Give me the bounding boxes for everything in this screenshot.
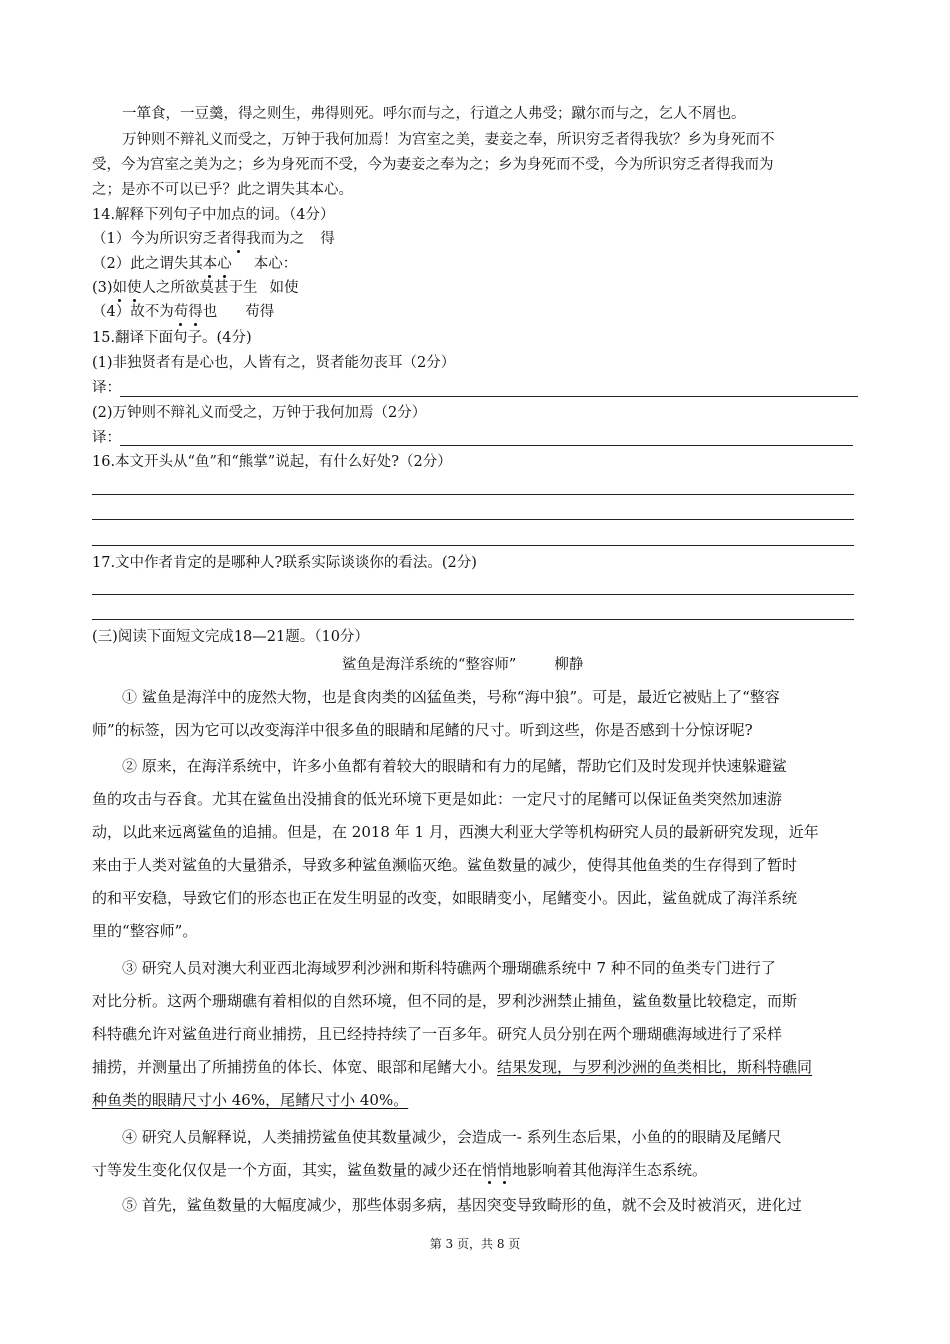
line-text: 地影响着其他海洋生态系统。 xyxy=(512,1161,708,1179)
paragraph-line: 来由于人类对鲨鱼的大量猎杀，导致多种鲨鱼濒临灭绝。鲨鱼数量的减少，使得其他鱼类的生存得到了暂时 xyxy=(92,856,798,874)
answer-line[interactable] xyxy=(92,619,854,620)
question-15-sentence-1: (1)非独贤者有是心也，人皆有之，贤者能勿丧耳（2分） xyxy=(92,355,456,371)
question-17-title: 17.文中作者肯定的是哪种人?联系实际谈谈你的看法。(2分) xyxy=(92,555,477,571)
translation-label: 译： xyxy=(92,430,121,446)
passage-line: 之；是亦不可以已乎？此之谓失其本心。 xyxy=(92,182,353,198)
answer-line[interactable] xyxy=(92,545,854,546)
dotted-char: 心 xyxy=(217,256,232,272)
paragraph-line: ⑤ 首先，鲨鱼数量的大幅度减少，那些体弱多病，基因突变导致畸形的鱼，就不会及时被消灭，进化过 xyxy=(122,1196,802,1214)
paragraph-line: ① 鲨鱼是海洋中的庞然大物，也是食肉类的凶猛鱼类，号称“海中狼”。可是，最近它被贴上了“整容 xyxy=(122,688,780,706)
question-14-item-1 xyxy=(92,229,335,249)
item-term: 本心： xyxy=(253,256,298,272)
paragraph-line xyxy=(92,1057,812,1077)
question-15-title: 15.翻译下面句子。(4分) xyxy=(92,330,252,346)
dotted-char: 如 xyxy=(112,280,128,296)
passage-line: 受，今为宫室之美为之；乡为身死而不受，今为妻妾之奉为之；乡为身死而不受，今为所识穷乏者得我而为 xyxy=(92,157,774,173)
answer-line[interactable] xyxy=(120,445,853,446)
answer-line[interactable] xyxy=(92,494,854,495)
item-term: 苟得 xyxy=(245,304,275,320)
question-14-item-4 xyxy=(92,302,274,322)
question-14-title: 14.解释下列句子中加点的词。（4分） xyxy=(92,207,335,223)
question-16-title: 16.本文开头从“鱼”和“熊掌”说起，有什么好处?（2分） xyxy=(92,454,452,470)
dotted-char: 苟 xyxy=(173,304,189,320)
item-prefix: (3) xyxy=(92,280,113,296)
section-heading: (三)阅读下面短文完成18—21题。（10分） xyxy=(92,629,369,645)
item-suffix: 我而为之 xyxy=(246,231,305,247)
question-14-item-2 xyxy=(92,254,297,274)
underlined-sentence: 种鱼类的眼睛尺寸小 46%，尾鳍尺寸小 40%。 xyxy=(92,1091,409,1109)
dotted-char: 使 xyxy=(127,280,142,296)
paragraph-line: 的和平安稳，导致它们的形态也正在发生明显的改变，如眼睛变小，尾鳍变小。因此，鲨鱼就成了海洋系统 xyxy=(92,889,798,907)
answer-line[interactable] xyxy=(92,594,854,595)
paragraph-line: 里的“整容师”。 xyxy=(92,922,198,940)
passage-line: 一箪食，一豆羹，得之则生，弗得则死。呼尔而与之，行道之人弗受；蹴尔而与之，乞人不屑也。 xyxy=(122,106,746,122)
passage-line: 万钟则不辩礼义而受之，万钟于我何加焉！为宫室之美，妻妾之奉，所识穷乏者得我欤？乡为身死而不 xyxy=(122,132,775,148)
line-text: 寸等发生变化仅仅是一个方面，其实，鲨鱼数量的减少还在 xyxy=(92,1161,483,1179)
paragraph-line: ③ 研究人员对澳大利亚西北海域罗利沙洲和斯科特礁两个珊瑚礁系统中 7 种不同的鱼类专门进行了 xyxy=(122,959,776,977)
item-suffix: 人之所欲莫甚于生 xyxy=(141,280,258,296)
dotted-char: 悄 xyxy=(497,1161,513,1179)
article-title xyxy=(342,655,583,675)
underlined-sentence: 结果发现，与罗利沙洲的鱼类相比，斯科特礁同 xyxy=(497,1058,813,1076)
dotted-char: 得 xyxy=(188,304,203,320)
page-footer: 第 3 页，共 8 页 xyxy=(429,1237,521,1251)
dotted-char: 本 xyxy=(202,256,218,272)
paragraph-line: 鱼的攻击与吞食。尤其在鲨鱼出没捕食的低光环境下更是如此：一定尺寸的尾鳍可以保证鱼类突然加速游 xyxy=(92,790,783,808)
paragraph-line xyxy=(92,1160,707,1180)
item-term: 得 xyxy=(320,231,335,247)
paragraph-line: ④ 研究人员解释说，人类捕捞鲨鱼使其数量减少，会造成一- 系列生态后果，小鱼的的眼睛及尾鳍尺 xyxy=(122,1128,782,1146)
paragraph-line xyxy=(92,1090,408,1110)
item-prefix: （2）此之谓失其 xyxy=(92,256,203,272)
paragraph-line: ② 原来，在海洋系统中，许多小鱼都有着较大的眼睛和有力的尾鳍，帮助它们及时发现并快速躲避鲨 xyxy=(122,757,787,775)
paragraph-line: 动，以此来远离鲨鱼的追捕。但是，在 2018 年 1 月，西澳大利亚大学等机构研究人员的最新研究发现，近年 xyxy=(92,823,819,841)
answer-line[interactable] xyxy=(120,396,858,397)
dotted-char: 悄 xyxy=(482,1161,498,1179)
article-author: 柳静 xyxy=(554,657,584,673)
paragraph-line: 对比分析。这两个珊瑚礁有着相似的自然环境，但不同的是，罗利沙洲禁止捕鱼，鲨鱼数量比较稳定，而斯 xyxy=(92,992,798,1010)
item-prefix: （1）今为所识穷乏者 xyxy=(92,231,232,247)
item-suffix: 也 xyxy=(202,304,218,320)
question-15-sentence-2: (2)万钟则不辩礼义而受之，万钟于我何加焉（2分） xyxy=(92,405,427,421)
question-14-item-3 xyxy=(92,278,299,298)
article-title-text: 鲨鱼是海洋系统的“整容师” xyxy=(342,657,517,673)
answer-line[interactable] xyxy=(92,519,854,520)
paragraph-line: 师”的标签，因为它可以改变海洋中很多鱼的眼睛和尾鳍的尺寸。听到这些，你是否感到十分惊讶呢? xyxy=(92,721,753,739)
translation-label: 译： xyxy=(92,380,121,396)
dotted-char: 得 xyxy=(231,231,247,247)
paragraph-line: 科特礁允许对鲨鱼进行商业捕捞，且已经持持续了一百多年。研究人员分别在两个珊瑚礁海域进行了采样 xyxy=(92,1025,783,1043)
line-text: 捕捞，并测量出了所捕捞鱼的体长、体宽、眼部和尾鳍大小。 xyxy=(92,1058,498,1076)
item-prefix: （4）故不为 xyxy=(92,304,174,320)
item-term: 如使 xyxy=(269,280,299,296)
